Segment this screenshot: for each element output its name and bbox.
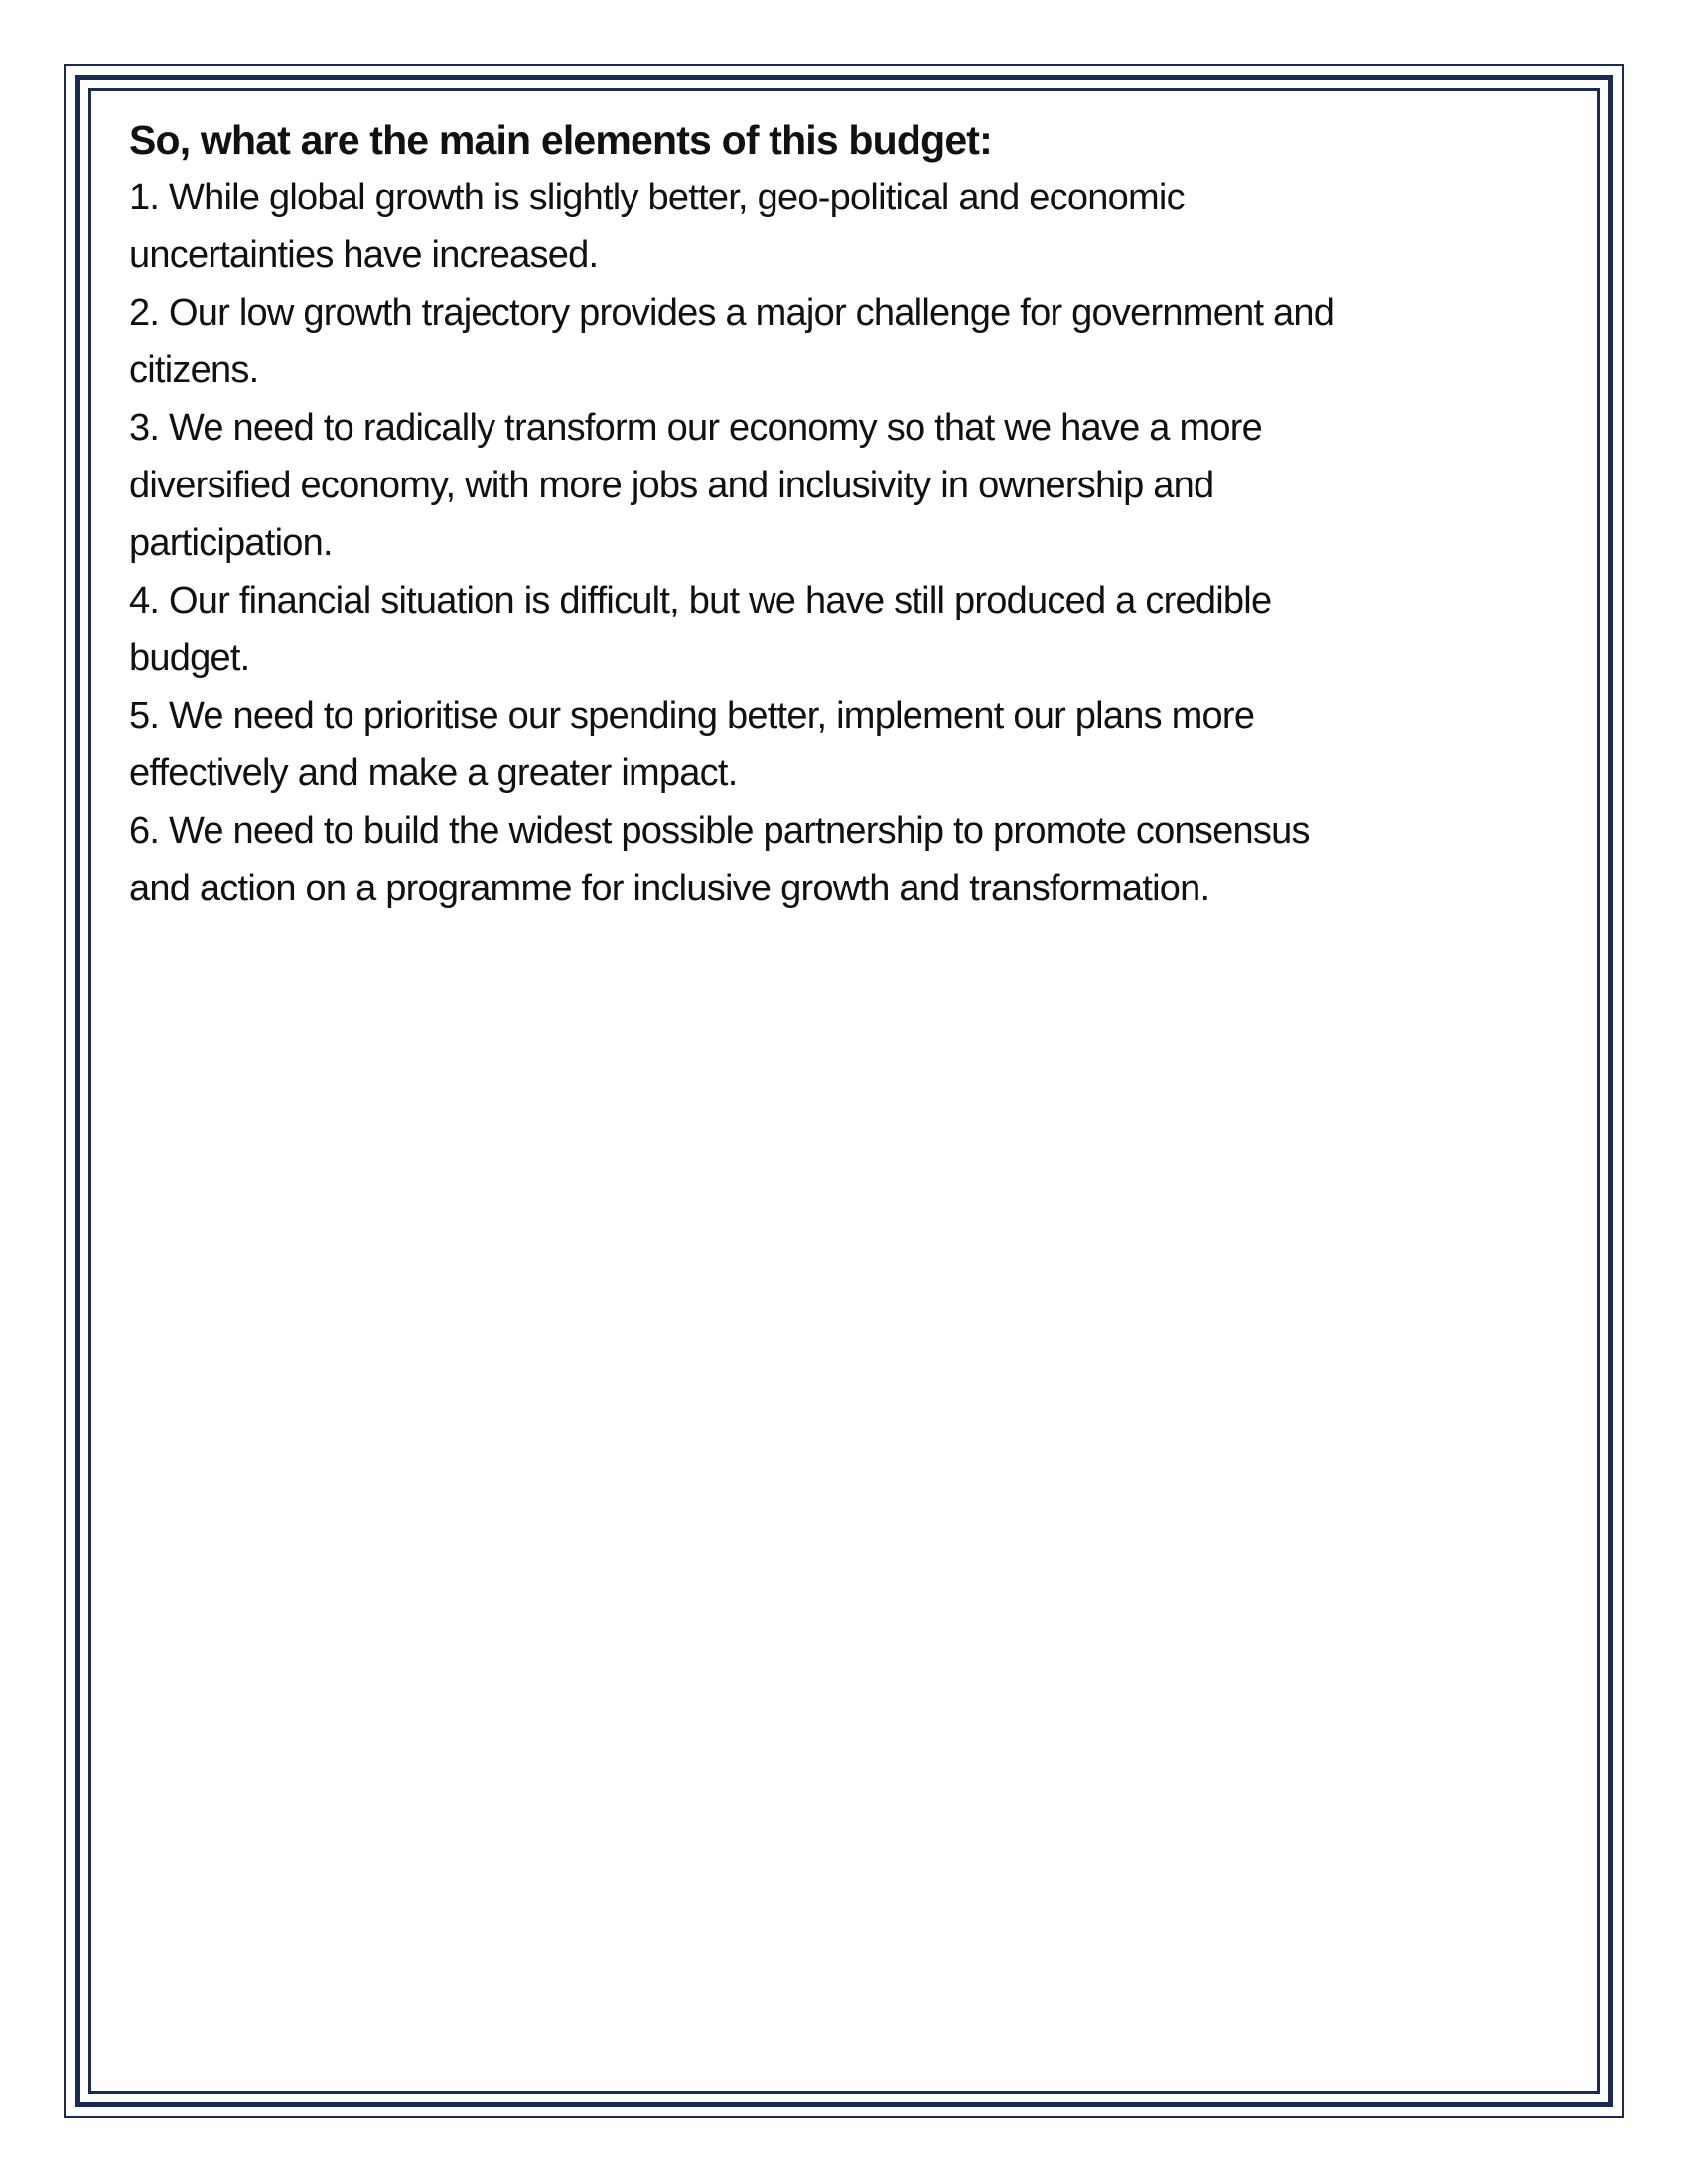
list-item-5 [129, 687, 1609, 802]
list-item-3 [129, 399, 1609, 572]
item-2-line-2: citizens. [129, 349, 259, 391]
document-heading: So, what are the main elements of this budget: [129, 117, 992, 163]
item-6-line-2: and action on a programme for inclusive growth and transformation. [129, 868, 1210, 909]
document-content [129, 111, 1609, 917]
item-5-line-1: 5. We need to prioritise our spending better, implement our plans more [129, 695, 1255, 737]
item-3-line-3: participation. [129, 522, 333, 564]
item-1-line-1: 1. While global growth is slightly better, geo-political and economic [129, 177, 1185, 218]
item-3-line-2: diversified economy, with more jobs and inclusivity in ownership and [129, 465, 1214, 506]
item-4-line-1: 4. Our financial situation is difficult, but we have still produced a credible [129, 580, 1272, 621]
list-item-4 [129, 572, 1609, 687]
list-item-1 [129, 169, 1609, 284]
item-2-line-1: 2. Our low growth trajectory provides a major challenge for government and [129, 292, 1335, 334]
item-6-line-1: 6. We need to build the widest possible partnership to promote consensus [129, 810, 1310, 852]
item-3-line-1: 3. We need to radically transform our economy so that we have a more [129, 407, 1262, 449]
item-5-line-2: effectively and make a greater impact. [129, 752, 738, 794]
item-1-line-2: uncertainties have increased. [129, 234, 599, 276]
list-item-6 [129, 802, 1609, 917]
list-item-2 [129, 284, 1609, 399]
item-4-line-2: budget. [129, 637, 250, 679]
